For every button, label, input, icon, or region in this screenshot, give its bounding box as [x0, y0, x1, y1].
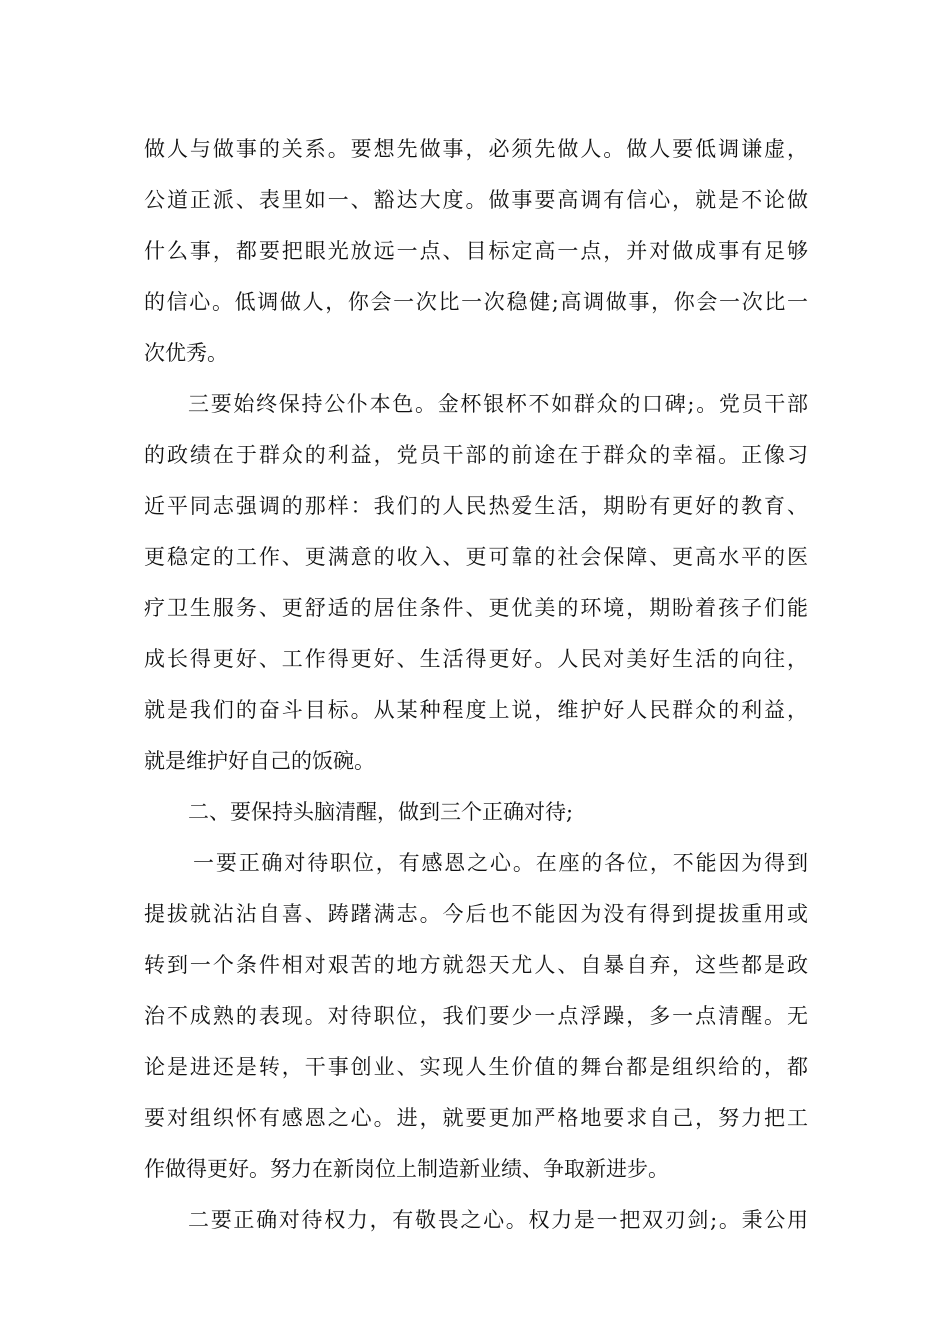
document-body	[144, 124, 808, 1246]
text-line: 疗卫生服务、更舒适的居住条件、更优美的环境，期盼着孩子们能	[144, 596, 808, 620]
section-heading: 二、要保持头脑清醒，做到三个正确对待;	[188, 800, 574, 824]
text-line: 转到一个条件相对艰苦的地方就怨天尤人、自暴自弃，这些都是政	[144, 953, 808, 977]
paragraph-start-line: 三要始终保持公仆本色。金杯银杯不如群众的口碑;。党员干部	[188, 392, 808, 416]
text-line: 什么事，都要把眼光放远一点、目标定高一点，并对做成事有足够	[144, 239, 808, 263]
text-line: 就是我们的奋斗目标。从某种程度上说，维护好人民群众的利益，	[144, 698, 808, 722]
text-line: 做人与做事的关系。要想先做事，必须先做人。做人要低调谦虚，	[144, 137, 808, 161]
text-line: 就是维护好自己的饭碗。	[144, 749, 375, 773]
text-line: 次优秀。	[144, 341, 228, 365]
text-line: 论是进还是转，干事创业、实现人生价值的舞台都是组织给的，都	[144, 1055, 808, 1079]
text-line: 要对组织怀有感恩之心。进，就要更加严格地要求自己，努力把工	[144, 1106, 808, 1130]
text-line: 公道正派、表里如一、豁达大度。做事要高调有信心，就是不论做	[144, 188, 808, 212]
text-line: 成长得更好、工作得更好、生活得更好。人民对美好生活的向往，	[144, 647, 808, 671]
text-line: 提拔就沾沾自喜、踌躇满志。今后也不能因为没有得到提拔重用或	[144, 902, 808, 926]
text-line: 更稳定的工作、更满意的收入、更可靠的社会保障、更高水平的医	[144, 545, 808, 569]
paragraph-start-line: 一要正确对待职位，有感恩之心。在座的各位，不能因为得到	[193, 851, 808, 875]
text-line: 的信心。低调做人，你会一次比一次稳健;高调做事，你会一次比一	[144, 290, 808, 314]
text-line: 的政绩在于群众的利益，党员干部的前途在于群众的幸福。正像习	[144, 443, 808, 467]
text-line: 治不成熟的表现。对待职位，我们要少一点浮躁，多一点清醒。无	[144, 1004, 808, 1028]
text-line: 作做得更好。努力在新岗位上制造新业绩、争取新进步。	[144, 1157, 669, 1181]
text-line: 近平同志强调的那样：我们的人民热爱生活，期盼有更好的教育、	[144, 494, 808, 518]
paragraph-start-line: 二要正确对待权力，有敬畏之心。权力是一把双刃剑;。秉公用	[188, 1208, 808, 1232]
